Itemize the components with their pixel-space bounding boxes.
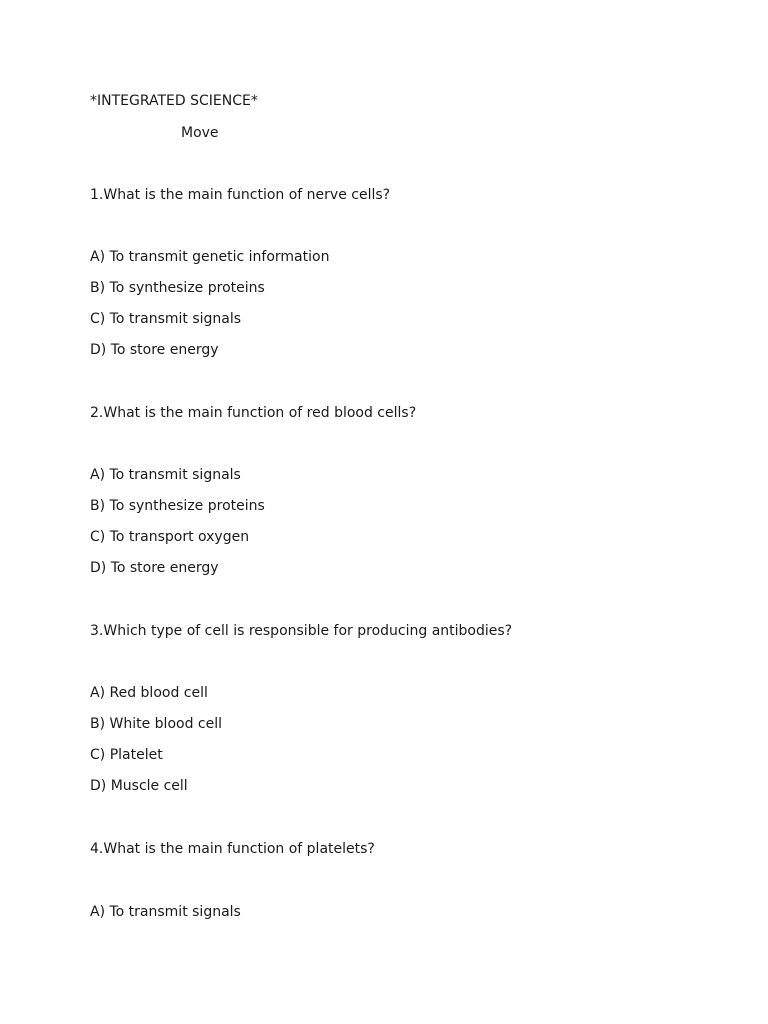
- question-4-option-a: A) To transmit signals: [90, 904, 241, 920]
- question-4-text: 4.What is the main function of platelets?: [90, 841, 375, 857]
- question-3-option-c: C) Platelet: [90, 747, 163, 763]
- question-2-option-b: B) To synthesize proteins: [90, 498, 265, 514]
- question-1-option-c: C) To transmit signals: [90, 311, 242, 327]
- question-2-option-c: C) To transport oxygen: [90, 529, 250, 545]
- question-1-text: 1.What is the main function of nerve cells?: [90, 187, 391, 203]
- question-1-option-b: B) To synthesize proteins: [90, 280, 265, 296]
- document-subtitle: Move: [181, 125, 219, 141]
- question-1-option-a: A) To transmit genetic information: [90, 249, 330, 265]
- question-1-option-d: D) To store energy: [90, 342, 219, 358]
- question-2-option-a: A) To transmit signals: [90, 467, 241, 483]
- question-3-option-a: A) Red blood cell: [90, 685, 208, 701]
- question-3-text: 3.Which type of cell is responsible for producing antibodies?: [90, 623, 513, 639]
- question-2-text: 2.What is the main function of red blood cells?: [90, 405, 417, 421]
- question-3-option-b: B) White blood cell: [90, 716, 223, 732]
- document-title: *INTEGRATED SCIENCE*: [90, 93, 258, 109]
- question-3-option-d: D) Muscle cell: [90, 778, 188, 794]
- question-2-option-d: D) To store energy: [90, 560, 219, 576]
